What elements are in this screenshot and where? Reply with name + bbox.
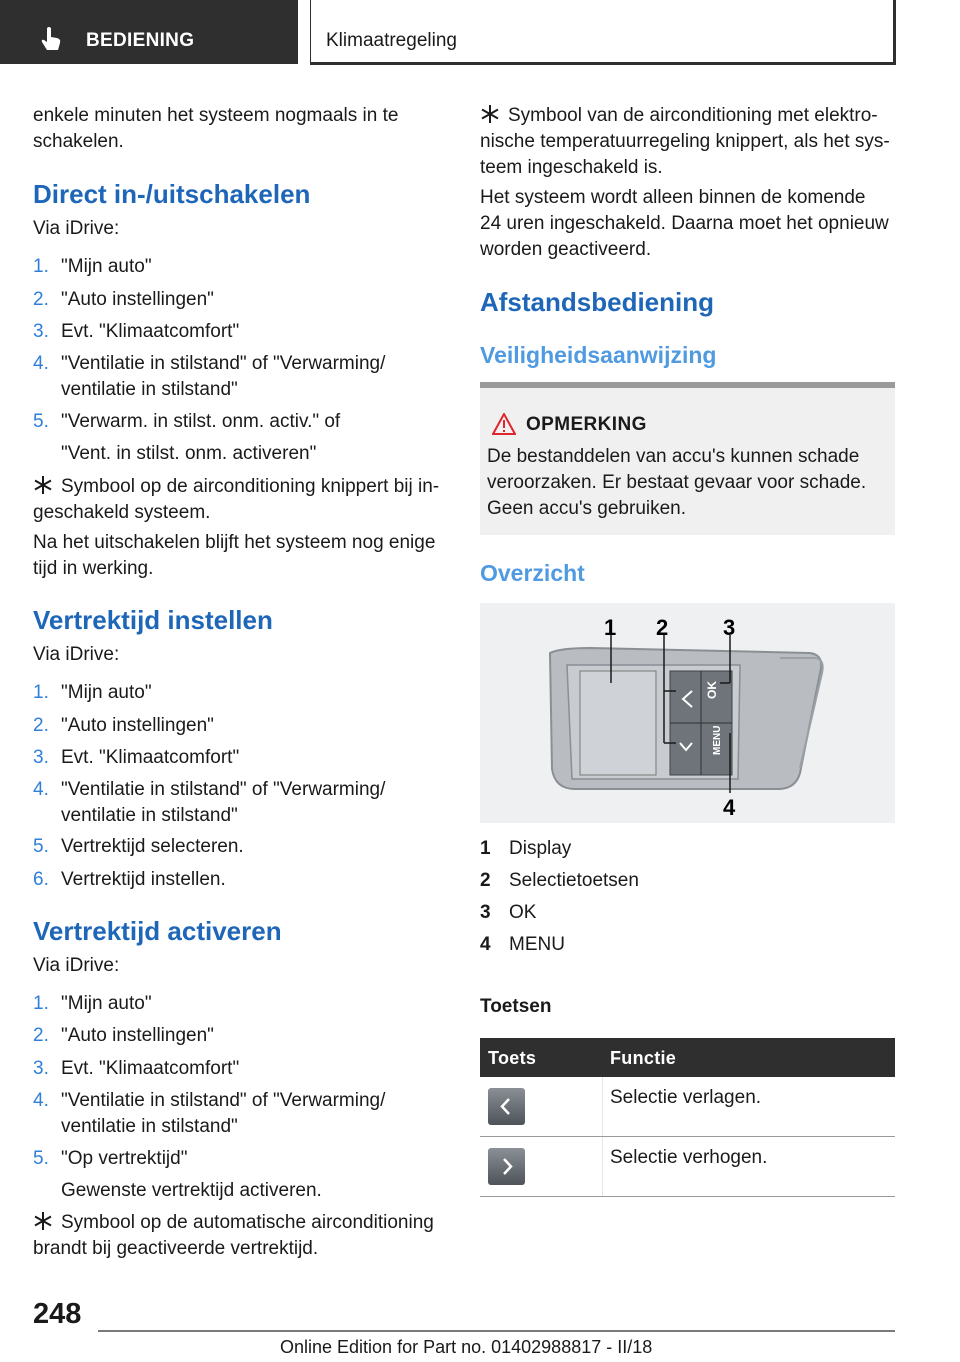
list-item: 3. Evt. "Klimaatcomfort": [33, 1058, 240, 1079]
list-item: 3. Evt. "Klimaatcomfort": [33, 321, 240, 342]
edition-text: Online Edition for Part no. 01402988817 - II/18: [280, 1337, 653, 1357]
list-item-cont: ventilatie in stilstand": [61, 1116, 238, 1137]
list-item: 3. Evt. "Klimaatcomfort": [33, 747, 240, 768]
warning-line-2: veroorzaken. Er bestaat gevaar voor schade.: [487, 472, 867, 493]
function-cell: Selectie verhogen.: [610, 1147, 768, 1168]
via-idrive-3: Via iDrive:: [33, 955, 120, 976]
note-afterrun-line-2: tijd in werking.: [33, 558, 154, 579]
footer-rule: [98, 1330, 895, 1332]
list-item-cont: Gewenste vertrektijd activeren.: [61, 1180, 322, 1201]
table-header: [480, 1038, 895, 1077]
list-item: 4. "Ventilatie in stilstand" of "Verwarming/: [33, 779, 386, 800]
list-item-cont: "Vent. in stilst. onm. activeren": [61, 443, 317, 464]
menu-label: MENU: [712, 725, 723, 755]
heading-keys: Toetsen: [480, 996, 552, 1017]
snowflake-icon: [480, 104, 500, 124]
header-chapter-tab: [310, 0, 896, 65]
callout-3: 3: [723, 615, 736, 640]
via-idrive-1: Via iDrive:: [33, 218, 120, 239]
right-p1-line-1: Symbool van de airconditioning met elektro-: [480, 103, 878, 129]
right-p1-line-2: nische temperatuurregeling knippert, als het sys-: [480, 131, 890, 152]
section-title: BEDIENING: [86, 30, 195, 51]
warning-line-3: Geen accu's gebruiken.: [487, 498, 687, 519]
keys-table: [480, 1038, 895, 1197]
list-item: 2. "Auto instellingen": [33, 289, 214, 310]
warning-triangle-icon: [492, 413, 516, 435]
hand-pointer-icon: [40, 26, 62, 52]
callout-4: 4: [723, 795, 736, 820]
intro-line-1: enkele minuten het systeem nogmaals in te: [33, 105, 399, 126]
page-number: 248: [33, 1298, 82, 1330]
header-section-tab: [0, 0, 298, 64]
chevron-right-icon: [488, 1148, 525, 1185]
table-row: [480, 1077, 895, 1137]
list-item: 2. "Auto instellingen": [33, 1025, 214, 1046]
note-auto-ac-line-2: brandt bij geactiveerde vertrektijd.: [33, 1238, 319, 1259]
callout-2: 2: [656, 615, 669, 640]
right-p1-line-3: teem ingeschakeld is.: [480, 157, 663, 178]
list-item: 1. "Mijn auto": [33, 993, 152, 1014]
note-afterrun-line-1: Na het uitschakelen blijft het systeem nog enige: [33, 532, 436, 553]
warning-title: OPMERKING: [526, 414, 647, 435]
warning-box: [480, 382, 895, 535]
heading-remote: Afstandsbediening: [480, 287, 715, 317]
remote-key-figure: [480, 603, 895, 823]
via-idrive-2: Via iDrive:: [33, 644, 120, 665]
chevron-left-icon: [488, 1088, 525, 1125]
callout-1: 1: [604, 615, 617, 640]
ok-label: OK: [705, 681, 719, 699]
list-item: 4. "Ventilatie in stilstand" of "Verwarming/: [33, 353, 386, 374]
list-item: 6. Vertrektijd instellen.: [33, 869, 226, 890]
snowflake-icon: [33, 475, 53, 495]
note-blink-line-1: Symbool op de airconditioning knippert bij in-: [33, 474, 439, 500]
note-auto-ac-line-1: Symbool op de automatische airconditioning: [33, 1210, 434, 1236]
note-blink-line-2: geschakeld systeem.: [33, 502, 211, 523]
list-item: 5. "Op vertrektijd": [33, 1148, 188, 1169]
heading-departure-activate: Vertrektijd activeren: [33, 916, 282, 946]
table-row: [480, 1137, 895, 1197]
heading-overview: Overzicht: [480, 560, 585, 586]
function-cell: Selectie verlagen.: [610, 1087, 762, 1108]
right-p2-line-3: worden geactiveerd.: [480, 239, 652, 260]
list-item-cont: ventilatie in stilstand": [61, 379, 238, 400]
snowflake-icon: [33, 1211, 53, 1231]
list-item: 5. "Verwarm. in stilst. onm. activ." of: [33, 411, 341, 432]
list-item: 1. "Mijn auto": [33, 256, 152, 277]
right-p2-line-2: 24 uren ingeschakeld. Daarna moet het opnieuw: [480, 213, 889, 234]
chapter-title: Klimaatregeling: [326, 30, 457, 51]
heading-safety: Veiligheidsaanwijzing: [480, 342, 717, 368]
list-item: 1. "Mijn auto": [33, 682, 152, 703]
col-header-key: Toets: [488, 1048, 537, 1068]
col-header-function: Functie: [610, 1048, 677, 1068]
heading-departure-set: Vertrektijd instellen: [33, 605, 273, 635]
warning-line-1: De bestanddelen van accu's kunnen schade: [487, 446, 860, 467]
intro-line-2: schakelen.: [33, 131, 124, 152]
list-item: 2. "Auto instellingen": [33, 715, 214, 736]
list-item: 5. Vertrektijd selecteren.: [33, 836, 244, 857]
list-item-cont: ventilatie in stilstand": [61, 805, 238, 826]
list-item: 4. "Ventilatie in stilstand" of "Verwarming/: [33, 1090, 386, 1111]
heading-direct-switch: Direct in-/uitschakelen: [33, 179, 311, 209]
right-p2-line-1: Het systeem wordt alleen binnen de komende: [480, 187, 866, 208]
remote-key-illustration: [480, 603, 895, 823]
